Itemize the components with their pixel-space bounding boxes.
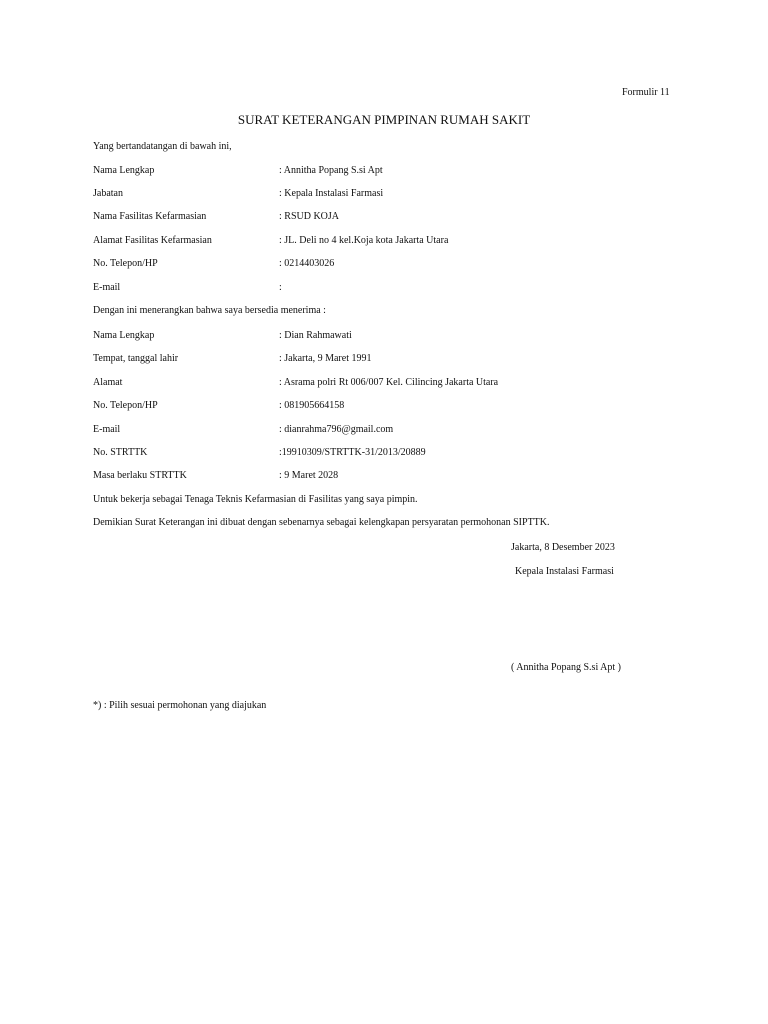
place-date: Jakarta, 8 Desember 2023	[511, 542, 615, 553]
field-value: : dianrahma796@gmail.com	[279, 424, 394, 435]
intro-text: Yang bertandatangan di bawah ini,	[93, 141, 232, 152]
closing-text: Demikian Surat Keterangan ini dibuat dengan sebenarnya sebagai kelengkapan persyaratan permohonan SIPTTK.	[93, 517, 550, 528]
field-label: No. STRTTK	[93, 447, 148, 458]
statement-text: Dengan ini menerangkan bahwa saya bersedia menerima :	[93, 305, 326, 316]
field-label: No. Telepon/HP	[93, 400, 158, 411]
field-value: : Asrama polri Rt 006/007 Kel. Cilincing Jakarta Utara	[279, 377, 499, 388]
field-value: : 9 Maret 2028	[279, 470, 339, 481]
field-label: Nama Fasilitas Kefarmasian	[93, 211, 207, 222]
field-label: Nama Lengkap	[93, 330, 155, 341]
field-label: Alamat Fasilitas Kefarmasian	[93, 235, 212, 246]
field-value: : Jakarta, 9 Maret 1991	[279, 353, 372, 364]
field-label: Masa berlaku STRTTK	[93, 470, 187, 481]
signer-position: Kepala Instalasi Farmasi	[515, 566, 614, 577]
field-value: : JL. Deli no 4 kel.Koja kota Jakarta Utara	[279, 235, 449, 246]
purpose-text: Untuk bekerja sebagai Tenaga Teknis Kefarmasian di Fasilitas yang saya pimpin.	[93, 494, 418, 505]
field-value: :19910309/STRTTK-31/2013/20889	[279, 447, 426, 458]
form-number: Formulir 11	[622, 87, 670, 98]
signer-name: ( Annitha Popang S.si Apt )	[511, 662, 622, 673]
field-label: Tempat, tanggal lahir	[93, 353, 179, 364]
field-value: : 0214403026	[279, 258, 335, 269]
field-label: Alamat	[93, 377, 123, 388]
document-title: SURAT KETERANGAN PIMPINAN RUMAH SAKIT	[237, 112, 531, 127]
field-label: E-mail	[93, 424, 121, 435]
field-value: :	[279, 282, 282, 293]
field-value: : 081905664158	[279, 400, 345, 411]
field-value: : Annitha Popang S.si Apt	[279, 165, 383, 176]
field-value: : RSUD KOJA	[279, 211, 340, 222]
field-value: : Kepala Instalasi Farmasi	[279, 188, 384, 199]
field-label: Nama Lengkap	[93, 165, 155, 176]
field-label: No. Telepon/HP	[93, 258, 158, 269]
field-label: Jabatan	[93, 188, 123, 199]
field-label: E-mail	[93, 282, 121, 293]
field-value: : Dian Rahmawati	[279, 330, 352, 341]
footnote: *) : Pilih sesuai permohonan yang diajukan	[93, 700, 267, 711]
